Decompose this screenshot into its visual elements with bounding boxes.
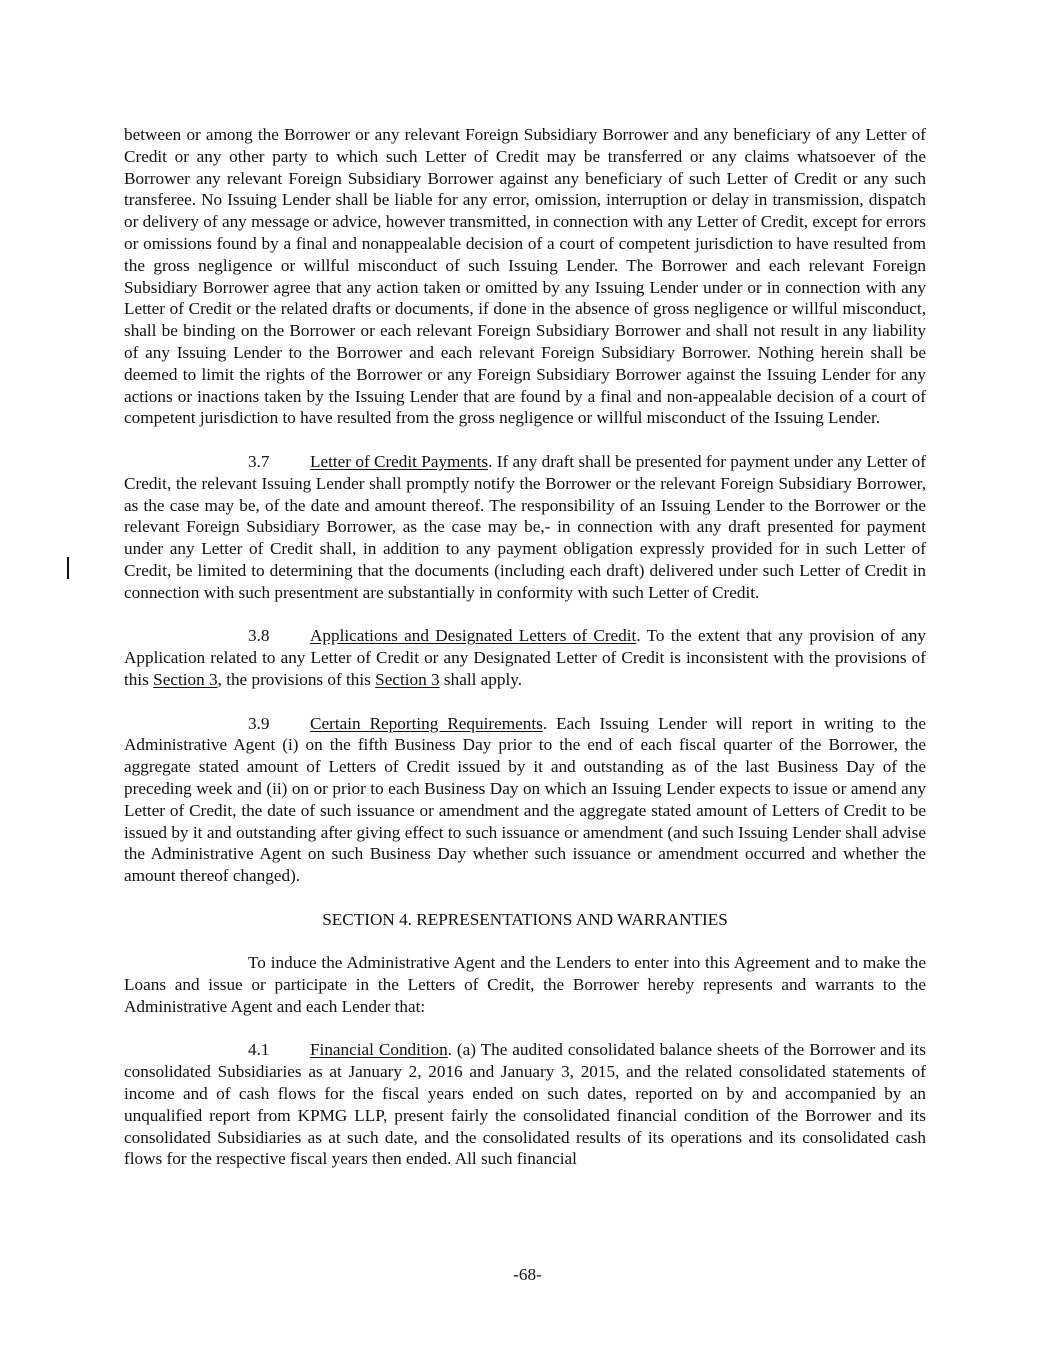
section-4-1-number: 4.1 [248,1040,270,1060]
section-4-intro-text: To induce the Administrative Agent and the Lenders to enter into this Agreement and to make the Loans and issue or participate in the Letters of Credit, the Borrower hereby represents and warrants to the Administrative Agent and each Lender that: [124,953,926,1016]
section-3-9-title: Certain Reporting Requirements [310,713,543,733]
section-3-8-body-a: . To the extent that any provision of any Application related to any Letter of Credit or any Designated Letter of Credit is inconsistent with the provisions of this [124,626,926,689]
section-4-heading: SECTION 4. REPRESENTATIONS AND WARRANTIES [322,909,728,929]
section-4-intro [124,952,926,1017]
section-3-8-number: 3.8 [248,626,270,646]
section-3-8-title: Applications and Designated Letters of Credit [310,626,637,646]
section-3-8-body-b: , the provisions of this [217,669,376,689]
section-4-1 [124,1039,926,1170]
section-3-7 [124,451,926,604]
section-3-9-number: 3.9 [248,713,270,733]
section-3-9 [124,713,926,887]
section-3-7-title: Letter of Credit Payments [310,451,489,471]
document-page [124,124,926,1192]
section-3-9-body: . Each Issuing Lender will report in writing to the Administrative Agent (i) on the fifth Business Day prior to the end of each fiscal quarter of the Borrower, the aggregate stated amount of Letters of Credit issued by it and outstanding as of the last Business Day of the preceding week and (ii) on or prior to each Business Day on which an Issuing Lender expects to issue or amend any Letter of Credit, the date of such issuance or amendment and the aggregate stated amount of Letters of Credit to be issued by it and outstanding after giving effect to such issuance or amendment (and such Issuing Lender shall advise the Administrative Agent on such Business Day whether such issuance or amendment occurred and whether the amount thereof changed). [124,713,926,886]
section-3-7-body: . If any draft shall be presented for payment under any Letter of Credit, the relevant Issuing Lender shall promptly notify the Borrower or the relevant Foreign Subsidiary Borrower, as the case may be, of the date and amount thereof. The responsibility of an Issuing Lender to the Borrower or the relevant Foreign Subsidiary Borrower, as the case may be,- in connection with any draft presented for payment under any Letter of Credit shall, in addition to any payment obligation expressly provided for in such Letter of Credit, be limited to determining that the documents (including each draft) delivered under such Letter of Credit in connection with such presentment are substantially in conformity with such Letter of Credit. [124,451,926,602]
revision-change-bar [67,557,69,579]
section-4-1-title: Financial Condition [310,1040,448,1060]
continued-paragraph [124,124,926,429]
section-3-8-reference-2: Section 3 [375,669,440,689]
section-3-7-number: 3.7 [248,451,270,471]
page-number: -68- [513,1265,542,1284]
section-3-8-reference-1: Section 3 [153,669,218,689]
section-3-8 [124,625,926,690]
section-4-1-body: . (a) The audited consolidated balance sheets of the Borrower and its consolidated Subsidiaries as at January 2, 2016 and January 3, 2015, and the related consolidated statements of income and of cash flows for the fiscal years ended on such dates, reported on by and accompanied by an unqualified report from KPMG LLP, present fairly the consolidated financial condition of the Borrower and its consolidated Subsidiaries as at such date, and the consolidated results of its operations and its consolidated cash flows for the respective fiscal years then ended. All such financial [124,1040,926,1169]
section-3-8-body-c: shall apply. [439,669,523,689]
continued-paragraph-text: between or among the Borrower or any relevant Foreign Subsidiary Borrower and any beneficiary of any Letter of Credit or any other party to which such Letter of Credit may be transferred or any claims whatsoever of the Borrower any relevant Foreign Subsidiary Borrower against any beneficiary of such Letter of Credit or any such transferee. No Issuing Lender shall be liable for any error, omission, interruption or delay in transmission, dispatch or delivery of any message or advice, however transmitted, in connection with any Letter of Credit, except for errors or omissions found by a final and nonappealable decision of a court of competent jurisdiction to have resulted from the gross negligence or willful misconduct of such Issuing Lender. The Borrower and each relevant Foreign Subsidiary Borrower agree that any action taken or omitted by any Issuing Lender under or in connection with any Letter of Credit or the related drafts or documents, if done in the absence of gross negligence or willful misconduct, shall be binding on the Borrower or each relevant Foreign Subsidiary Borrower and shall not result in any liability of any Issuing Lender to the Borrower and each relevant Foreign Subsidiary Borrower. Nothing herein shall be deemed to limit the rights of the Borrower or any Foreign Subsidiary Borrower against the Issuing Lender for any actions or inactions taken by the Issuing Lender that are found by a final and non-appealable decision of a court of competent jurisdiction to have resulted from the gross negligence or willful misconduct of the Issuing Lender. [124,125,926,428]
